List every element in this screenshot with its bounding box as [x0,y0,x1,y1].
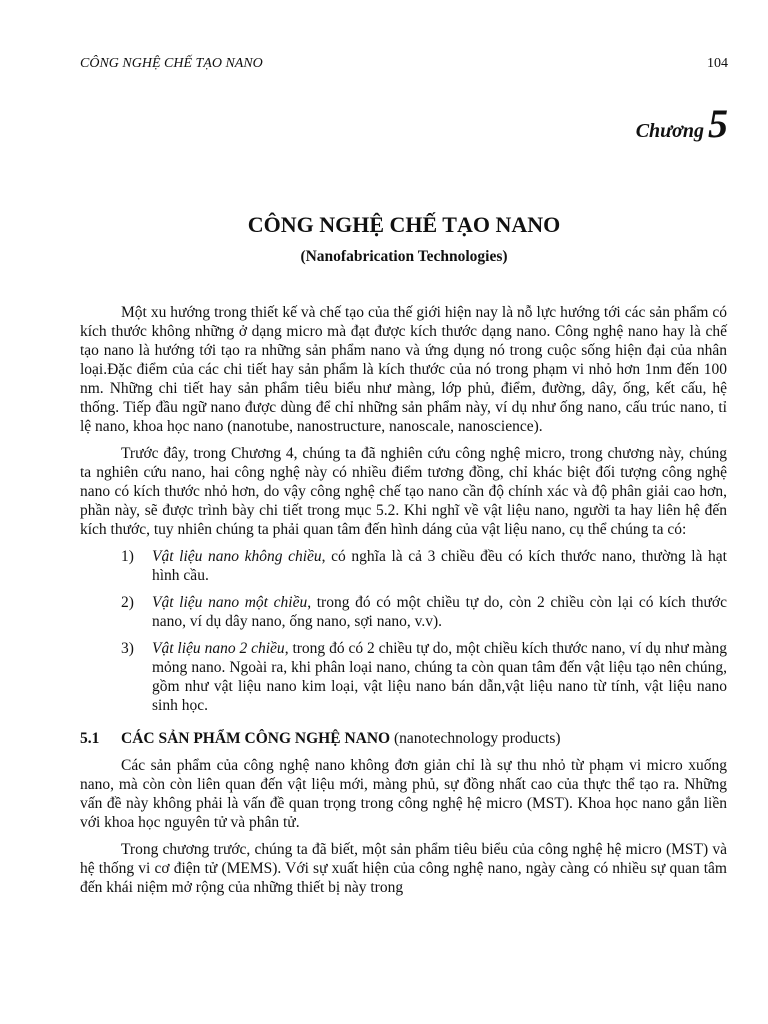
shape-list [80,547,727,715]
list-description: , có nghĩa là cả 3 chiều đều có kích thước nano, thường là hạt hình cầu. [152,548,727,584]
list-item [80,639,727,715]
list-number: 3) [121,640,134,657]
list-description: , trong đó có 2 chiều tự do, một chiều kích thước nano, ví dụ như màng mỏng nano. Ngoài ra, khi phân loại nano, chúng ta còn quan tâm đến vật liệu tạo nên chúng, gồm như vật liệu nano kim loại, vật liệu nano bán dẫn,vật liệu nano từ tính, vật liệu nano sinh học. [152,640,727,714]
list-item [80,547,727,585]
list-number: 2) [121,594,134,611]
section-title-suffix: (nanotechnology products) [390,730,561,747]
list-number: 1) [121,548,134,565]
list-text [152,547,727,585]
paragraph: Trong chương trước, chúng ta đã biết, một sản phẩm tiêu biểu của công nghệ hệ micro (MST) và hệ thống vi cơ điện tử (MEMS). Với sự xuất hiện của công nghệ nano, ngày càng có nhiều sự quan tâm đến khái niệm mở rộng của những thiết bị này trong [80,841,727,896]
section-number: 5.1 [80,730,100,747]
paragraph: Trước đây, trong Chương 4, chúng ta đã nghiên cứu công nghệ micro, trong chương này, chúng ta nghiên cứu nano, hai công nghệ này có nhiều điểm tương đồng, chỉ khác biệt đối tượng công nghệ nano có kích thước nhỏ hơn, do vậy công nghệ chế tạo nano cần độ chính xác và độ phân giải cao hơn, phần này, sẽ được trình bày chi tiết trong mục 5.2. Khi nghĩ về vật liệu nano, người ta hay liên hệ đến kích thước, tuy nhiên chúng ta phải quan tâm đến hình dáng của vật liệu nano, cụ thể chúng ta có: [80,445,727,538]
body-text [80,303,727,905]
page-number: 104 [707,56,728,71]
list-term: Vật liệu nano không chiều [152,548,322,565]
chapter-title: CÔNG NGHỆ CHẾ TẠO NANO [247,212,561,237]
list-description: , trong đó có một chiều tự do, còn 2 chiều còn lại có kích thước nano, ví dụ dây nano, ống nano, sợi nano, v.v). [152,594,727,630]
section-heading [80,729,727,748]
chapter-word: Chương [635,120,704,142]
paragraph: Một xu hướng trong thiết kế và chế tạo của thế giới hiện nay là nỗ lực hướng tới các sản phẩm có kích thước không những ở dạng micro mà đạt được kích thước dạng nano. Công nghệ nano hay là chế tạo nano là hướng tới tạo ra những sản phẩm nano và ứng dụng nó trong cuộc sống hiện đại của nhân loại.Đặc điểm của các chi tiết hay sản phẩm là kích thước của nó trong phạm vi nhỏ hơn 1nm đến 100 nm. Những chi tiết hay sản phẩm tiêu biểu như màng, lớp phủ, điểm, đường, dây, ống, kết cấu, hệ thống. Tiếp đầu ngữ nano được dùng để chỉ những sản phẩm này, ví dụ như ống nano, cấu trúc nano, tỉ lệ nano, khoa học nano (nanotube, nanostructure, nanoscale, nanoscience). [80,304,727,435]
running-title: CÔNG NGHỆ CHẾ TẠO NANO [80,56,263,71]
list-text [152,639,727,715]
chapter-label [636,100,728,147]
chapter-subtitle: (Nanofabrication Technologies) [300,248,508,265]
list-term: Vật liệu nano một chiều [152,594,308,611]
chapter-number: 5 [708,101,728,146]
list-text [152,593,727,631]
list-term: Vật liệu nano 2 chiều [152,640,285,657]
list-item [80,593,727,631]
running-header [80,56,728,72]
section-title: CÁC SẢN PHẨM CÔNG NGHỆ NANO [121,730,391,747]
paragraph: Các sản phẩm của công nghệ nano không đơn giản chỉ là sự thu nhỏ từ phạm vi micro xuống nano, mà còn còn liên quan đến vật liệu mới, màng phủ, sự đồng nhất cao của thực thể tạo ra. Những vấn đề này không phải là vấn đề quan trọng trong công nghệ hệ micro (MST). Khoa học nano gắn liền với khoa học nguyên tử và phân tử. [80,757,727,831]
